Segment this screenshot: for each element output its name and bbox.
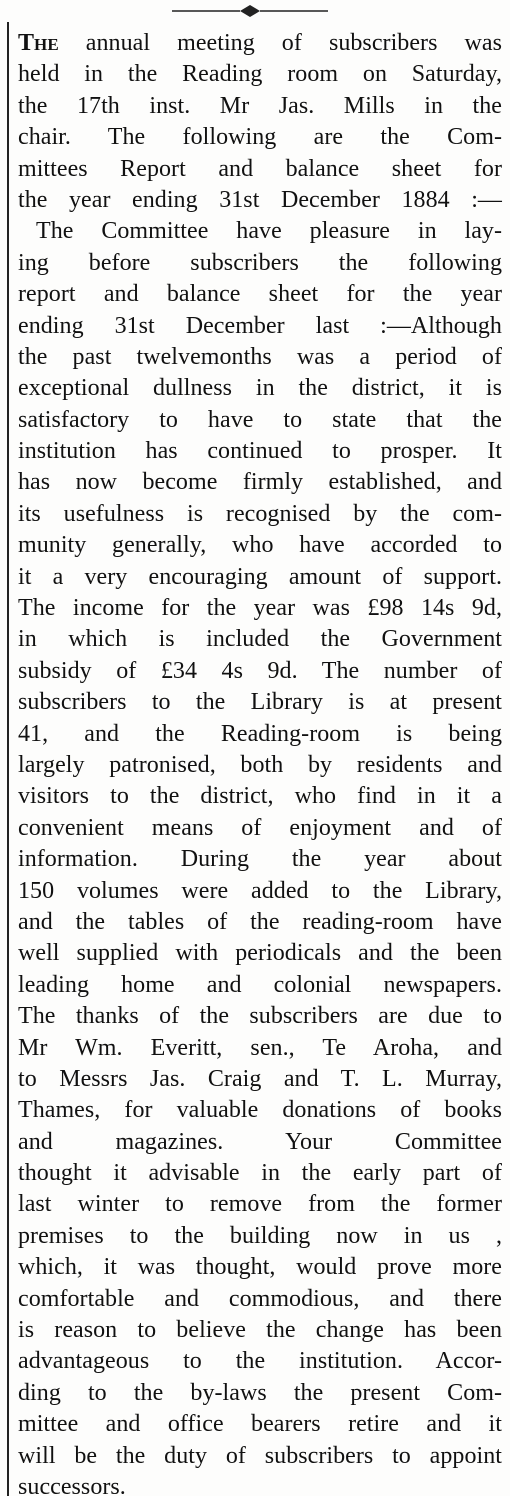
text-line-rest: annual meeting of subscribers was — [58, 30, 502, 56]
text-line: and magazines. Your Committee — [18, 1128, 502, 1155]
text-line: visitors to the district, who find in it a — [18, 783, 502, 810]
paragraph — [18, 28, 502, 216]
text-line: The income for the year was £98 14s 9d, — [18, 595, 502, 622]
text-line: convenient means of enjoyment and of — [18, 814, 502, 841]
text-line: Thames, for valuable donations of books — [18, 1097, 502, 1124]
text-line: satisfactory to have to state that the — [18, 406, 502, 433]
text-line: it a very encouraging amount of support. — [18, 563, 502, 590]
text-line: Mr Wm. Everitt, sen., Te Aroha, and — [18, 1034, 502, 1061]
text-line: the past twelvemonths was a period of — [18, 343, 502, 370]
text-line: the 17th inst. Mr Jas. Mills in the — [18, 92, 502, 119]
text-line: is reason to believe the change has been — [18, 1317, 502, 1344]
text-line: ding to the by-laws the present Com- — [18, 1379, 502, 1406]
text-line: 150 volumes were added to the Library, — [18, 877, 502, 904]
text-line: its usefulness is recognised by the com- — [18, 500, 502, 527]
column-rule — [7, 22, 9, 1496]
lead-word: The — [18, 30, 59, 56]
text-line: The thanks of the subscribers are due to — [18, 1003, 502, 1030]
text-line: well supplied with periodicals and the been — [18, 940, 502, 967]
text-line: ing before subscribers the following — [18, 249, 502, 276]
text-line: report and balance sheet for the year — [18, 281, 502, 308]
text-line: institution has continued to prosper. It — [18, 438, 502, 465]
paragraph — [18, 216, 502, 1503]
text-line: information. During the year about — [18, 846, 502, 873]
text-line: premises to the building now in us , — [18, 1222, 502, 1249]
text-line: exceptional dullness in the district, it is — [18, 375, 502, 402]
text-line: ending 31st December last :—Although — [18, 312, 502, 339]
text-line: subsidy of £34 4s 9d. The number of — [18, 657, 502, 684]
text-line: to Messrs Jas. Craig and T. L. Murray, — [18, 1065, 502, 1092]
text-line: largely patronised, both by residents and — [18, 751, 502, 778]
text-line: and the tables of the reading-room have — [18, 908, 502, 935]
text-line: comfortable and commodious, and there — [18, 1285, 502, 1312]
text-line: The Committee have pleasure in lay- — [36, 218, 502, 245]
text-line — [18, 28, 502, 59]
article-body — [18, 28, 502, 1503]
text-line: the year ending 31st December 1884 :— — [18, 186, 502, 213]
text-line: held in the Reading room on Saturday, — [18, 61, 502, 88]
dash-ornament-divider — [170, 2, 330, 20]
text-line: leading home and colonial newspapers. — [18, 971, 502, 998]
text-line: subscribers to the Library is at present — [18, 689, 502, 716]
text-line: will be the duty of subscribers to appoint — [18, 1442, 502, 1469]
text-line: advantageous to the institution. Accor- — [18, 1348, 502, 1375]
text-line: mittee and office bearers retire and it — [18, 1411, 502, 1438]
text-line: munity generally, who have accorded to — [18, 532, 502, 559]
text-line: has now become firmly established, and — [18, 469, 502, 496]
text-line: successors. — [18, 1473, 126, 1500]
text-line: 41, and the Reading-room is being — [18, 720, 502, 747]
text-line: in which is included the Government — [18, 626, 502, 653]
text-line: last winter to remove from the former — [18, 1191, 502, 1218]
text-line: mittees Report and balance sheet for — [18, 155, 502, 182]
text-line: which, it was thought, would prove more — [18, 1254, 502, 1281]
text-line: chair. The following are the Com- — [18, 124, 502, 151]
text-line: thought it advisable in the early part of — [18, 1160, 502, 1187]
